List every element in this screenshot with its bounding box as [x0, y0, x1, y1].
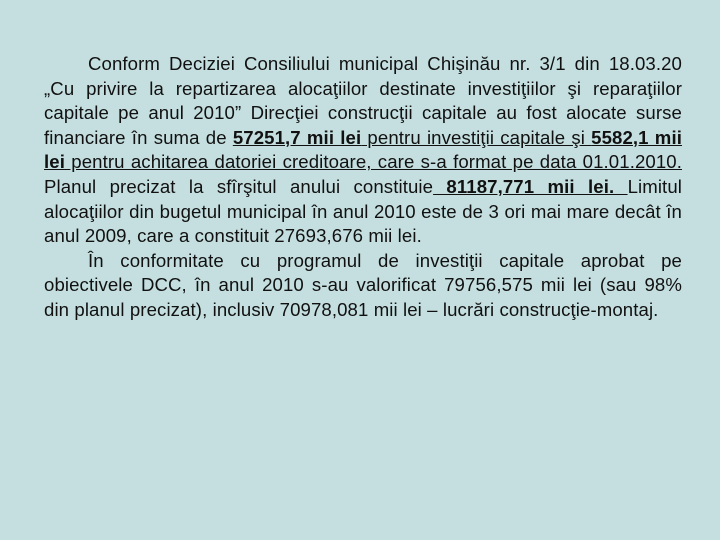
- amount-debt: 5582,1 mii lei: [44, 126, 682, 173]
- paragraph-allocations: [44, 52, 682, 249]
- paragraph-1-investments: pentru investiţii capitale şi: [361, 126, 592, 148]
- paragraph-1-intro: Conform Deciziei Consiliului municipal Chişinău nr. 3/1 din 18.03.20 „Cu privire la repartizarea alocaţiilor destinate investiţiilor şi reparaţiilor capitale pe anul 2010” Direcţiei construcţii capitale au fost alocate surse financiare în suma de: [44, 53, 682, 148]
- amount-investments: 57251,7 mii lei: [232, 126, 362, 148]
- text-block: [44, 52, 682, 323]
- paragraph-1-debt: pentru achitarea datoriei creditoare, care s-a format pe data 01.01.2010.: [64, 151, 682, 173]
- amount-plan: 81187,771 mii lei.: [433, 175, 628, 197]
- paragraph-1-limit: Limitul alocaţiilor din bugetul municipal în anul 2010 este de 3 ori mai mare decât în anul 2009, care a constituit 27693,676 mii lei.: [44, 175, 682, 247]
- paragraph-1-plan: Planul precizat la sfîrşitul anului constituie: [44, 175, 434, 197]
- paragraph-execution: În conformitate cu programul de investiţii capitale aprobat pe obiectivele DCC, în anul 2010 s-au valorificat 79756,575 mii lei (sau 98% din planul precizat), inclusiv 70978,081 mii lei – lucrări construcţie-montaj.: [44, 249, 682, 320]
